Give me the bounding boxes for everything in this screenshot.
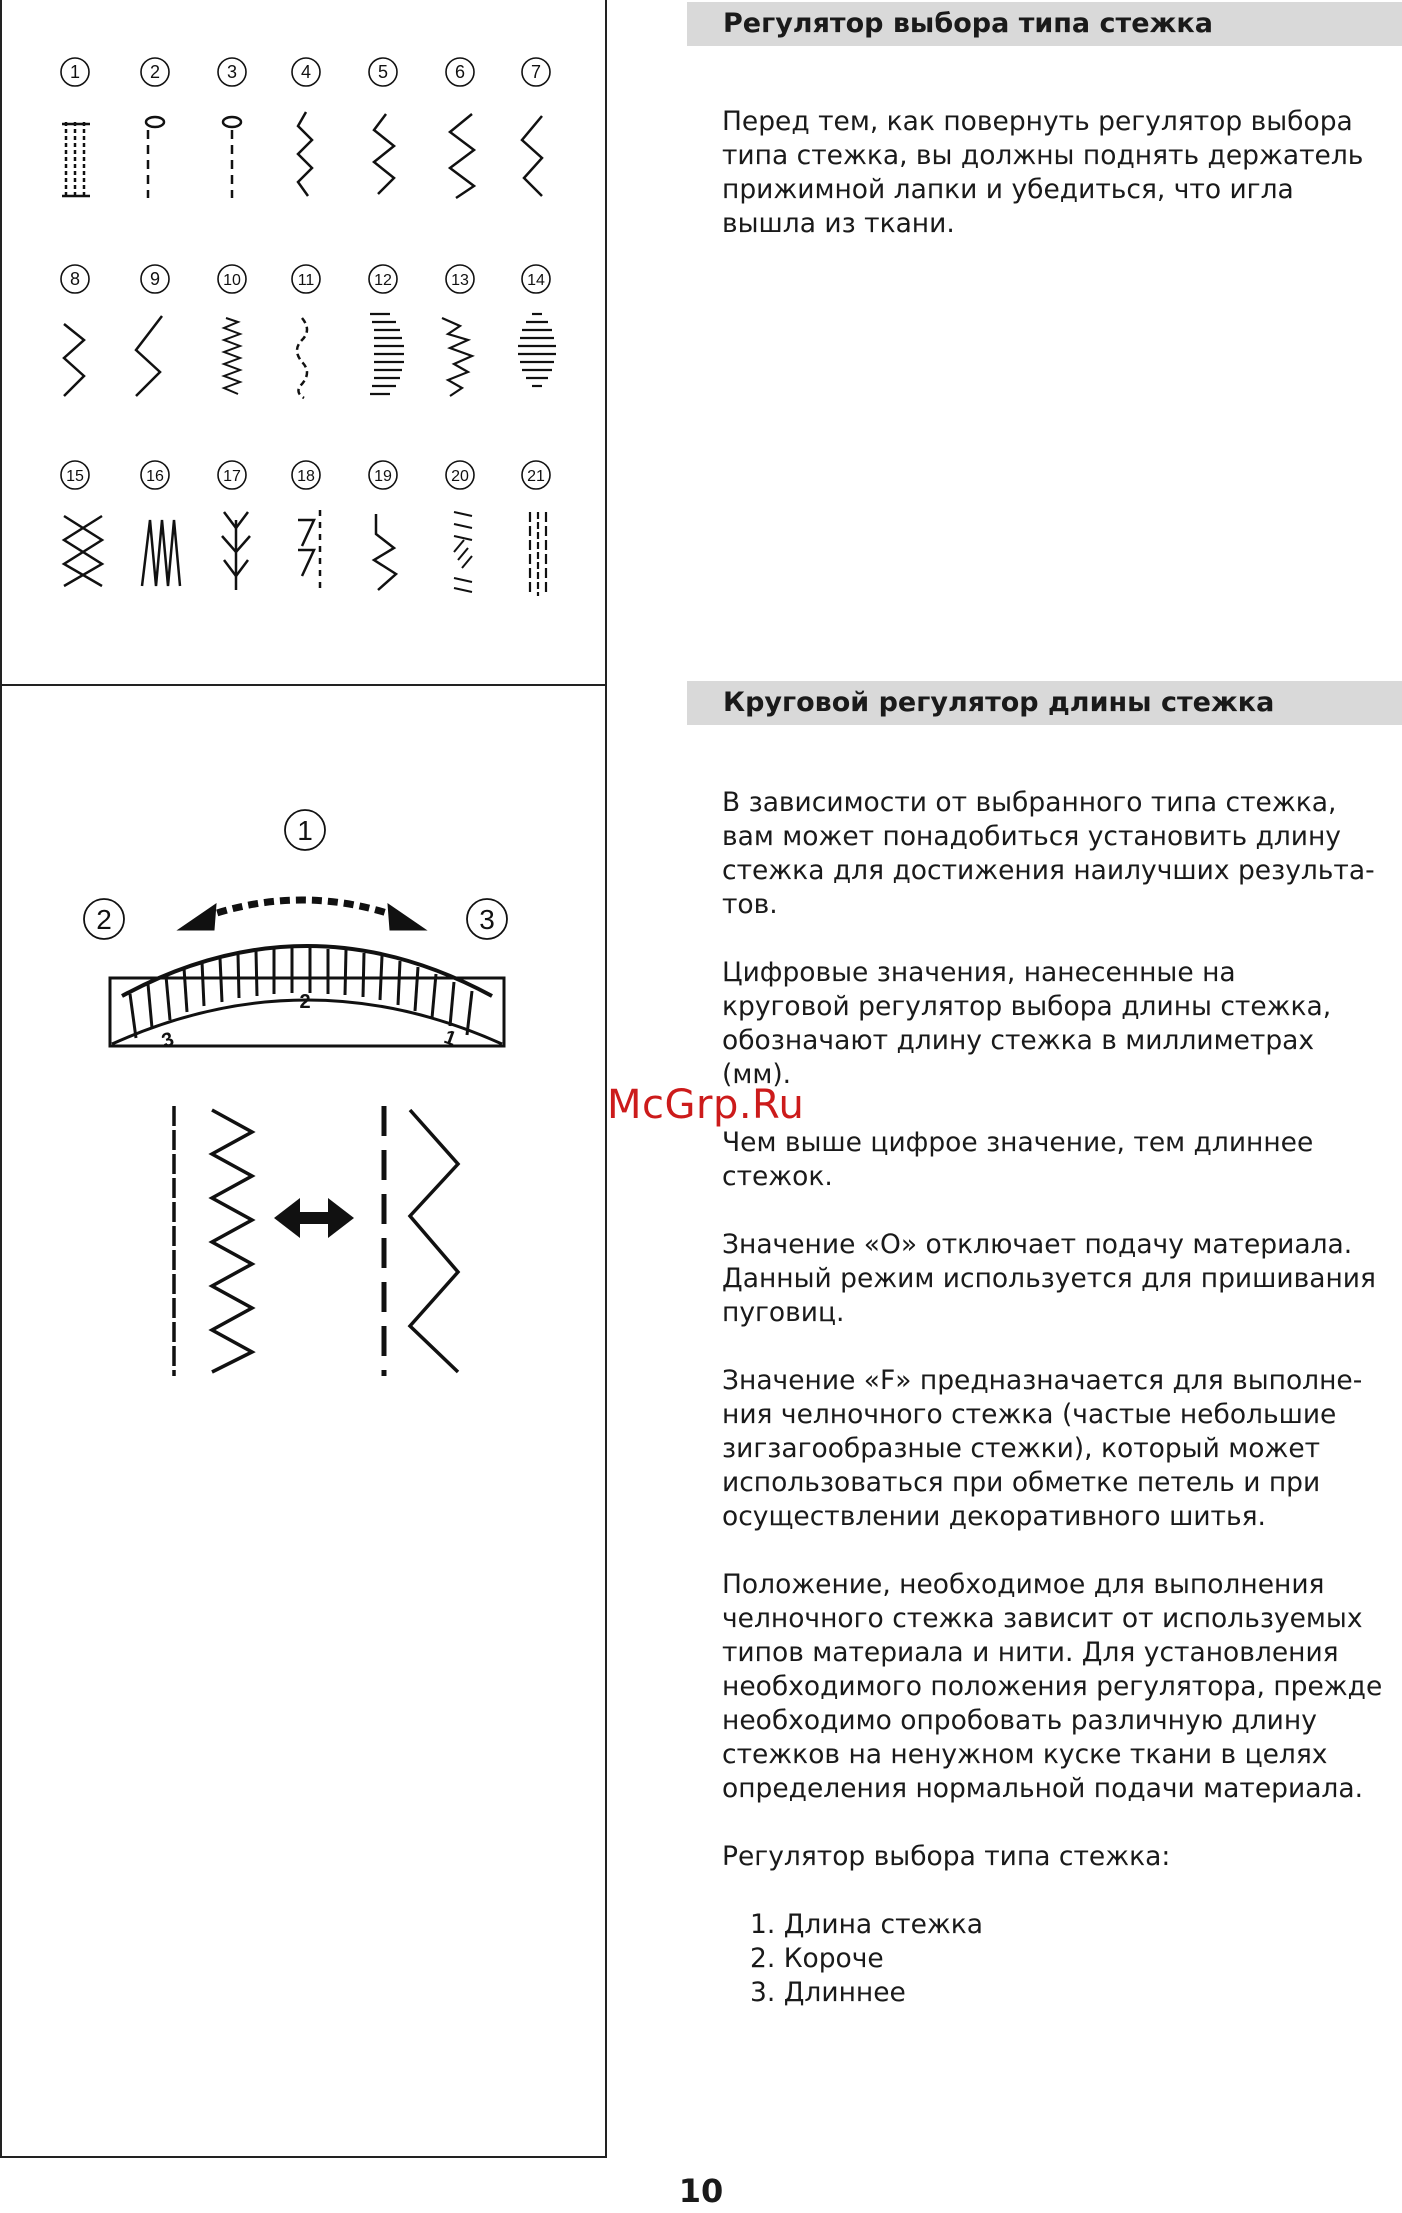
stitch-number: 17 [223, 468, 241, 485]
stitch-pattern-21 [530, 512, 546, 596]
stitch-pattern-14 [518, 314, 556, 386]
section-1-body [722, 105, 1402, 275]
direction-arrows [178, 900, 426, 930]
stitch-pattern-5 [374, 114, 394, 194]
stitch-pattern-4 [298, 112, 312, 196]
stitch-number: 16 [146, 468, 164, 485]
callout-1: 1 [297, 815, 313, 846]
dial-mark-left: 3 [158, 1028, 177, 1053]
callout-2: 2 [96, 904, 112, 935]
stitch-length-dial-diagram [2, 686, 605, 2156]
stitch-number: 1 [69, 62, 81, 82]
stitch-number: 19 [374, 468, 392, 485]
section-1-heading: Регулятор выбора типа стежка [723, 8, 1213, 39]
section-1-paragraph: Перед тем, как повернуть регулятор выбора типа стежка, вы должны поднять держатель прижимной лапки и убедиться, что игла вышла из ткани. [722, 106, 1364, 239]
stitch-chart [2, 0, 605, 684]
stitch-pattern-10 [224, 318, 240, 394]
stitch-pattern-17 [222, 512, 250, 590]
stitch-pattern-19 [374, 514, 396, 590]
stitch-number: 14 [527, 272, 545, 289]
section-1-header [687, 2, 1402, 46]
stitch-number: 6 [454, 62, 466, 82]
stitch-pattern-12 [370, 314, 404, 394]
stitch-pattern-7 [522, 116, 542, 196]
page-number: 10 [678, 2172, 724, 2210]
stitch-number: 12 [374, 272, 392, 289]
stitch-length-illustration [174, 1106, 458, 1376]
stitch-pattern-1 [62, 122, 90, 198]
stitch-number: 3 [226, 62, 238, 82]
watermark: McGrp.Ru [607, 1082, 805, 1128]
list-item: 3. Длиннее [750, 1977, 906, 2008]
stitch-pattern-16 [142, 520, 180, 586]
stitch-chart-panel [0, 0, 607, 686]
stitch-pattern-20 [454, 512, 472, 592]
stitch-number: 8 [69, 269, 81, 289]
stitch-number: 7 [530, 62, 542, 82]
paragraph: В зависимости от выбранного типа стежка, вам может понадобиться установить длину стежка для достижения наилучших результа- тов. [722, 787, 1375, 920]
stitch-pattern-15 [64, 516, 102, 586]
section-2-body [722, 786, 1402, 2010]
stitch-number: 10 [223, 272, 241, 289]
stitch-number: 4 [300, 62, 312, 82]
section-2-heading: Круговой регулятор длины стежка [723, 687, 1275, 718]
callout-3: 3 [479, 904, 495, 935]
stitch-number: 21 [527, 468, 545, 485]
paragraph: Значение «О» отключает подачу материала. Данный режим используется для пришивания пуговиц. [722, 1229, 1376, 1328]
paragraph: Значение «F» предназначается для выполне- ния челночного стежка (частые небольшие зигзагообразные стежки), который может использоваться при обметке петель и при осуществлении декоративного шитья. [722, 1365, 1363, 1532]
stitch-number: 15 [66, 468, 84, 485]
stitch-number: 20 [451, 468, 469, 485]
stitch-number: 5 [377, 62, 389, 82]
list-item: 2. Короче [750, 1943, 884, 1974]
dial-mark-right: 1 [441, 1026, 460, 1051]
stitch-number: 9 [149, 269, 161, 289]
stitch-number: 18 [297, 468, 315, 485]
stitch-number: 2 [149, 62, 161, 82]
dial-legend-list [722, 1908, 1402, 2010]
stitch-pattern-11 [297, 318, 307, 398]
stitch-pattern-3 [223, 117, 241, 198]
stitch-pattern-18 [298, 510, 320, 590]
stitch-pattern-6 [450, 114, 474, 198]
double-arrow [274, 1198, 354, 1238]
stitch-pattern-8 [64, 324, 84, 396]
paragraph: Чем выше цифрое значение, тем длиннее стежок. [722, 1127, 1314, 1192]
list-item: 1. Длина стежка [750, 1909, 983, 1940]
paragraph: Цифровые значения, нанесенные на круговой регулятор выбора длины стежка, обозначают длину стежка в миллиметрах (мм). [722, 957, 1332, 1090]
section-2-header [687, 681, 1402, 725]
stitch-number: 11 [297, 272, 315, 289]
stitch-length-dial-panel [0, 684, 607, 2158]
paragraph: Регулятор выбора типа стежка: [722, 1841, 1171, 1872]
stitch-pattern-9 [136, 316, 162, 396]
stitch-number: 13 [451, 272, 469, 289]
stitch-pattern-13 [442, 318, 472, 396]
stitch-pattern-2 [146, 117, 164, 198]
paragraph: Положение, необходимое для выполнения челночного стежка зависит от используемых типов материала и нити. Для установления необходимого положения регулятора, прежде необходимо опробовать различную длину стежков на ненужном куске ткани в целях определения нормальной подачи материала. [722, 1569, 1383, 1804]
dial-mark-center: 2 [299, 991, 311, 1013]
